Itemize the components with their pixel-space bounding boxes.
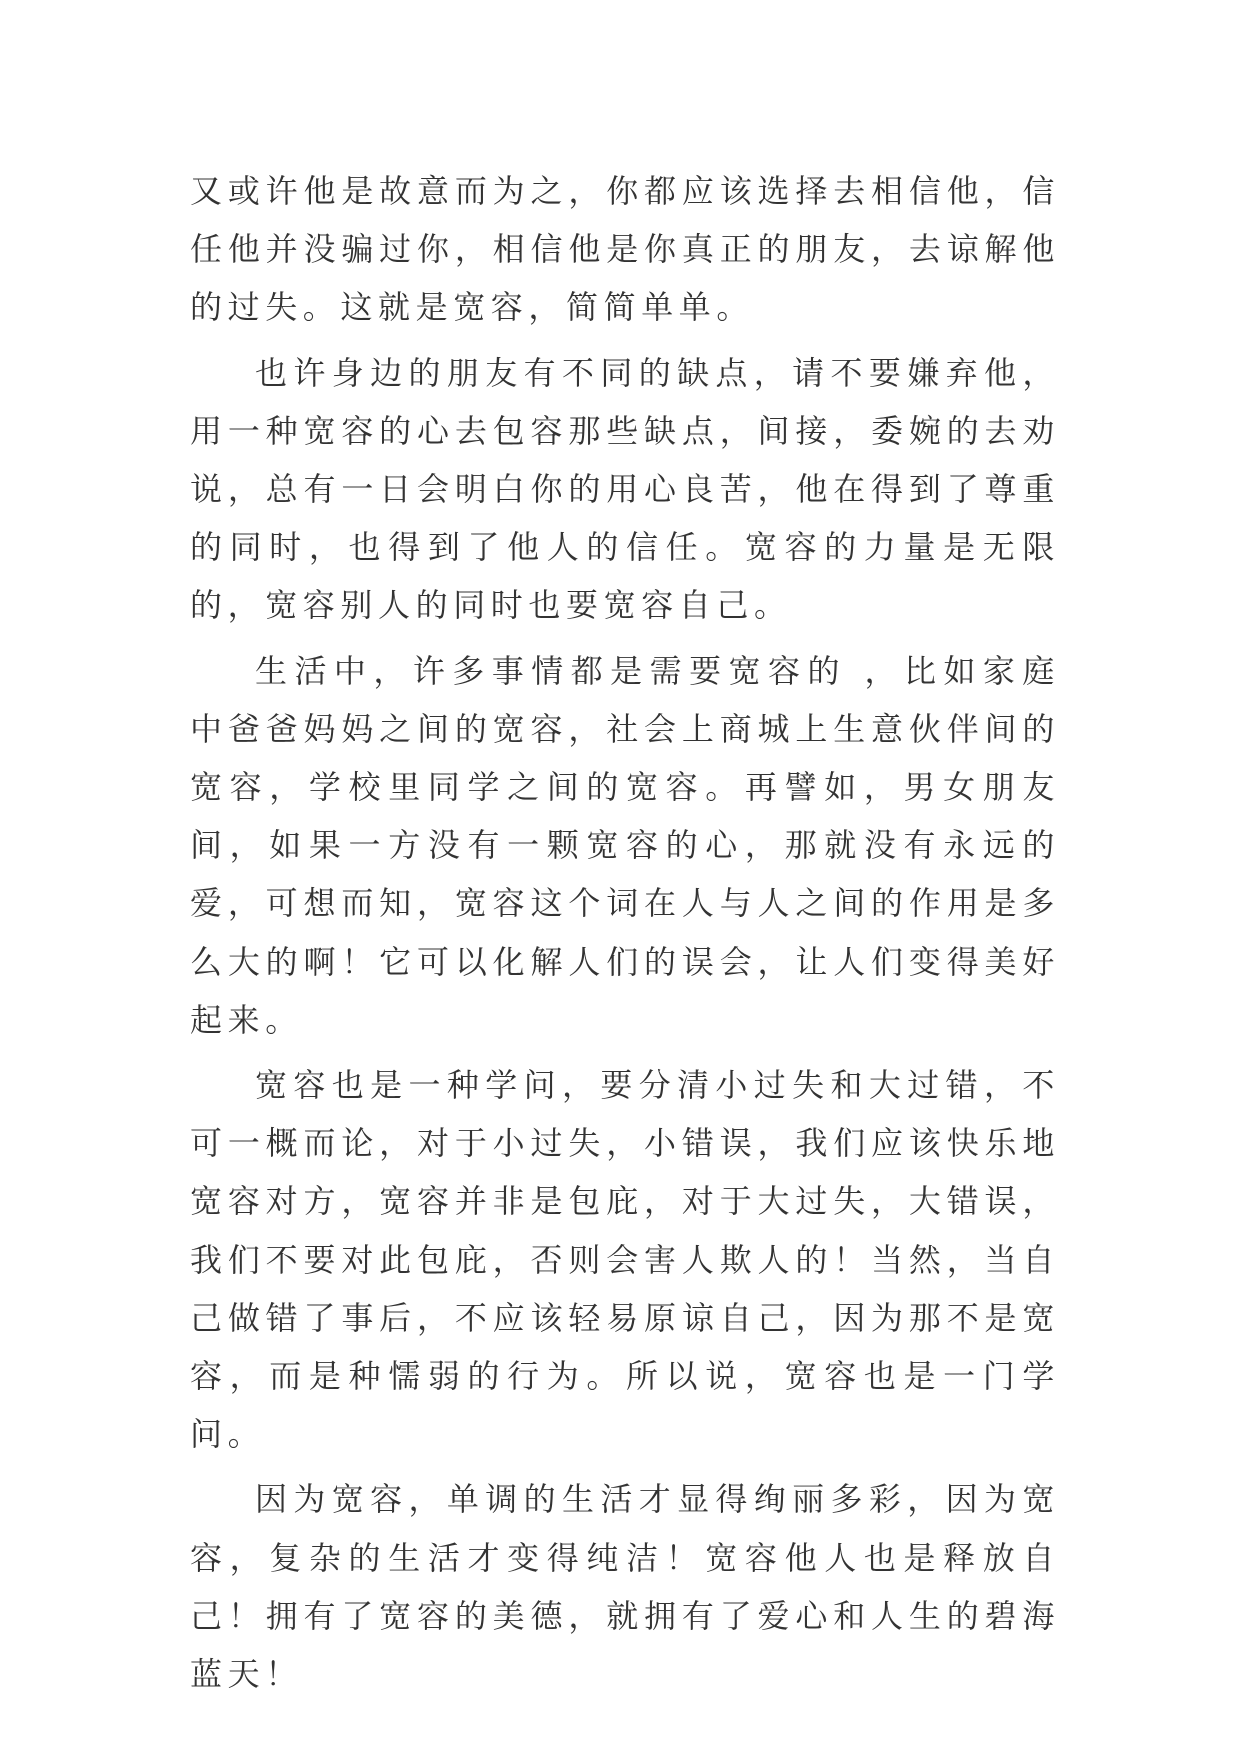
- paragraph: 因为宽容，单调的生活才显得绚丽多彩，因为宽容，复杂的生活才变得纯洁！宽容他人也是释放自己！拥有了宽容的美德，就拥有了爱心和人生的碧海蓝天！: [190, 1480, 1060, 1694]
- paragraph-continuation: 又或许他是故意而为之，你都应该选择去相信他，信任他并没骗过你，相信他是你真正的朋友，去谅解他的过失。这就是宽容，简简单单。: [190, 172, 1060, 327]
- document-body: [190, 162, 1060, 1710]
- paragraph: 也许身边的朋友有不同的缺点，请不要嫌弃他，用一种宽容的心去包容那些缺点，间接，委婉的去劝说，总有一日会明白你的用心良苦，他在得到了尊重的同时，也得到了他人的信任。宽容的力量是无限的，宽容别人的同时也要宽容自己。: [190, 353, 1060, 625]
- paragraph: 宽容也是一种学问，要分清小过失和大过错，不可一概而论，对于小过失，小错误，我们应该快乐地宽容对方，宽容并非是包庇，对于大过失，大错误，我们不要对此包庇，否则会害人欺人的！当然，当自己做错了事后，不应该轻易原谅自己，因为那不是宽容，而是种懦弱的行为。所以说，宽容也是一门学问。: [190, 1066, 1060, 1454]
- paragraph: 生活中，许多事情都是需要宽容的 ，比如家庭中爸爸妈妈之间的宽容，社会上商城上生意伙伴间的宽容，学校里同学之间的宽容。再譬如，男女朋友间，如果一方没有一颗宽容的心，那就没有永远的爱，可想而知，宽容这个词在人与人之间的作用是多么大的啊！它可以化解人们的误会，让人们变得美好起来。: [190, 651, 1060, 1039]
